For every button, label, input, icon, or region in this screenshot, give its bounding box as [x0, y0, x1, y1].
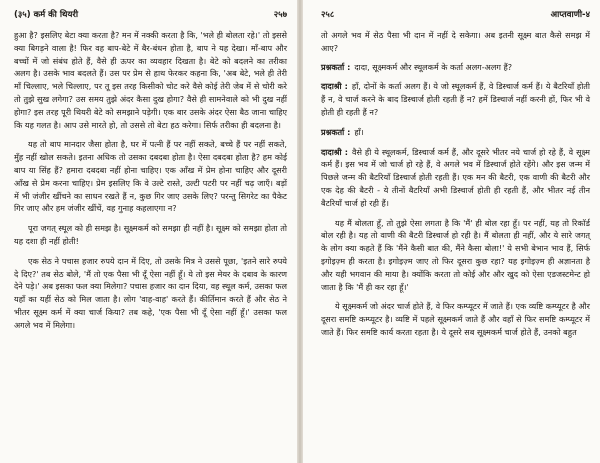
dialogue-text: वैसे ही ये स्थूलकर्म, डिस्चार्ज कर्म हैं, और दूसरे भीतर नये चार्ज हो रहे हैं, वे सूक्ष्म कर्म हैं। इस भव में जो चार्ज हो रहे हैं, वे अगले भव में डिस्चार्ज होते रहेंगे। और इस जन्म में पिछले जन्म की बैटरियाँ डिस्चार्ज होती रहती हैं। एक मन की बैटरी, एक वाणी की बैटरी और एक देह की बैटरी - ये तीनों बैटरियाँ अभी डिस्चार्ज होती ही रहती हैं, और भीतर नई तीन बैटरियाँ चार्ज हो रही हैं।	[321, 146, 591, 208]
paragraph: एक सेठ ने पचास हजार रुपये दान में दिए, तो उसके मित्र ने उससे पूछा, 'इतने सारे रुपये दे दिए?' तब सेठ बोले, 'मैं तो एक पैसा भी दूँ ऐसा नहीं हूँ। ये तो इस मेयर के दबाव के कारण देने पड़े।' अब इसका फल क्या मिलेगा? पचास हजार का दान दिया, वह स्थूल कर्म, उसका फल यहाँ का यहीं सेठ को मिल जाता है। लोग 'वाह-वाह' करते हैं। कीर्तिमान करते हैं और सेठ ने भीतर सूक्ष्म कर्म में क्या चार्ज किया? तब कहे, 'एक पैसा भी दूँ ऐसा नहीं हूँ।' उसका फल अगले भव में मिलेगा।	[14, 255, 287, 330]
page-number: २५७	[273, 9, 287, 20]
paragraph: तो अगले भव में सेठ पैसा भी दान में नहीं दे सकेगा। अब इतनी सूक्ष्म बात कैसे समझ में आए?	[321, 30, 590, 53]
dialogue-entry	[321, 61, 590, 74]
dialogue-entry	[321, 126, 590, 139]
right-page	[303, 0, 600, 463]
dialogue-text: हाँ।	[354, 126, 364, 137]
paragraph: पूरा जगत् स्थूल को ही समझ है। सूक्ष्मकर्म को समझा ही नहीं है। सूक्ष्म को समझा होता तो यह दशा ही नहीं होती!	[14, 223, 287, 246]
paragraph: हुआ है? इसलिए बेटा क्या करता है? मन में नक्की करता है कि, 'भले ही बोलता रहे।' तो इससे क्या बिगड़ने वाला है! फिर वह बाप-बेटे में बैर-बंधन होता है, बाप ने यह देखा। माँ-बाप और बच्चों में जो संबंध होते हैं, वैसे ही ऊपर का व्यवहार दिखता है। बेटे को बदलने का तरीका अलग है। उसके भाव बदलते हैं। उस पर प्रेम से हाथ फेरकर कहना कि, 'अब बेटे, भले ही तेरी माँ चिल्लाए, भले चिल्लाए, पर तू इस तरह किसीको चोट करे वैसे कोई तेरी जेब में से चोरी करे तो तुझे सुख लगेगा? उस समय तुझे अंदर कैसा दुख होगा? वैसे ही सामनेवाले को भी दुख नहीं होगा? इस तरह पूरी थियरी बेटे को समझाने पड़ेगी। एक बार उसके अंदर ऐसा बैठ जाना चाहिए कि यह गलत है। आप उसे मारते हो, तो उससे तो बेटा हठ करेगा। सिर्फ तरीका ही बदलना है।	[14, 30, 287, 130]
paragraph: यह तो बाप मानदार जैसा होता है, घर में पत्नी हैं पर नहीं सकते, बच्चे हैं पर नहीं सकते, मुँह नहीं खोल सकते। इतना अधिक तो उसका दबदबा होता है। ऐसा दबदबा होता है? हम कोई बाप या सिंह हैं? हमारा दबदबा नहीं होना चाहिए। एक आँख में प्रेम होना चाहिए और दूसरी आँख से प्रेम करना चाहिए। प्रेम इसलिए कि वे उल्टे रास्ते, उल्टी पटरी पर नहीं चढ़ जाएँ। बड़ों में भी जंजीर खींचने का साधन रखते हैं न, कुछ गिर जाए उसके लिए? परन्तु सिगरेट का पैकेट गिर जाए और हम जंजीर खींचें, वह गुनाह कहलाएगा न?	[14, 139, 287, 214]
paragraph: ये सूक्ष्मकर्म जो अंदर चार्ज होते हैं, वे फिर कम्प्यूटर में जाते हैं। एक व्यष्टि कम्प्यूटर है और दूसरा समष्टि कम्प्यूटर है। व्यष्टि में पहले सूक्ष्मकर्म जाते हैं और वहाँ से फिर समष्टि कम्प्यूटर में जाते हैं। फिर समष्टि कार्य करता रहता है। ये दूसरे सब सूक्ष्मकर्म चार्ज होते हैं, उनको बहुत	[321, 301, 590, 337]
dialogue-entry	[321, 146, 590, 210]
chapter-title: (३५) कर्म की थियरी	[14, 9, 79, 20]
speaker-label: दादाश्री :	[321, 81, 348, 92]
book-title: आप्तवाणी-४	[550, 9, 590, 20]
page-number: २५८	[321, 9, 335, 20]
paragraph: यह मैं बोलता हूँ, तो तुझे ऐसा लगता है कि 'मैं' ही बोल रहा हूँ। पर नहीं, यह तो रिकॉर्ड बोल रही है। यह तो वाणी की बैटरी डिस्चार्ज हो रही है। मैं बोलता ही नहीं, और ये सारे जगत् के लोग क्या कहते हैं कि 'मैंने कैसी बात की, मैंने कैसा बोला!' ये सभी बेभान भाव हैं, सिर्फ इगोइज़्म ही करता है। इगोइज़्म जाए तो फिर दूसरा कुछ रहा? यह इगोइज़्म ही अज्ञानता है और यही भगवान की माया है। क्योंकि करता तो कोई और और खुद को ऐसा एडजस्टमेन्ट हो जाता है कि 'मैं ही कर रहा हूँ।'	[321, 217, 590, 292]
speaker-label: प्रश्नकर्ता :	[321, 126, 351, 137]
right-page-header	[321, 8, 590, 20]
left-page-header	[14, 8, 287, 20]
dialogue-entry	[321, 80, 590, 118]
dialogue-text: हाँ, दोनों के कर्ता अलग हैं। ये जो स्थूलकर्म हैं, वे डिस्चार्ज कर्म हैं। ये बैटरियाँ होती हैं न, वे चार्ज करने के बाद डिस्चार्ज होती रहती हैं न? हमें डिस्चार्ज नहीं करनी हों, फिर भी वे होती ही रहती हैं न?	[321, 81, 590, 117]
speaker-label: प्रश्नकर्ता :	[321, 61, 351, 72]
dialogue-text: दादा, सूक्ष्मकर्म और स्थूलकर्म के कर्ता अलग-अलग हैं?	[354, 61, 513, 72]
left-page	[0, 0, 297, 463]
speaker-label: दादाश्री :	[321, 146, 349, 157]
